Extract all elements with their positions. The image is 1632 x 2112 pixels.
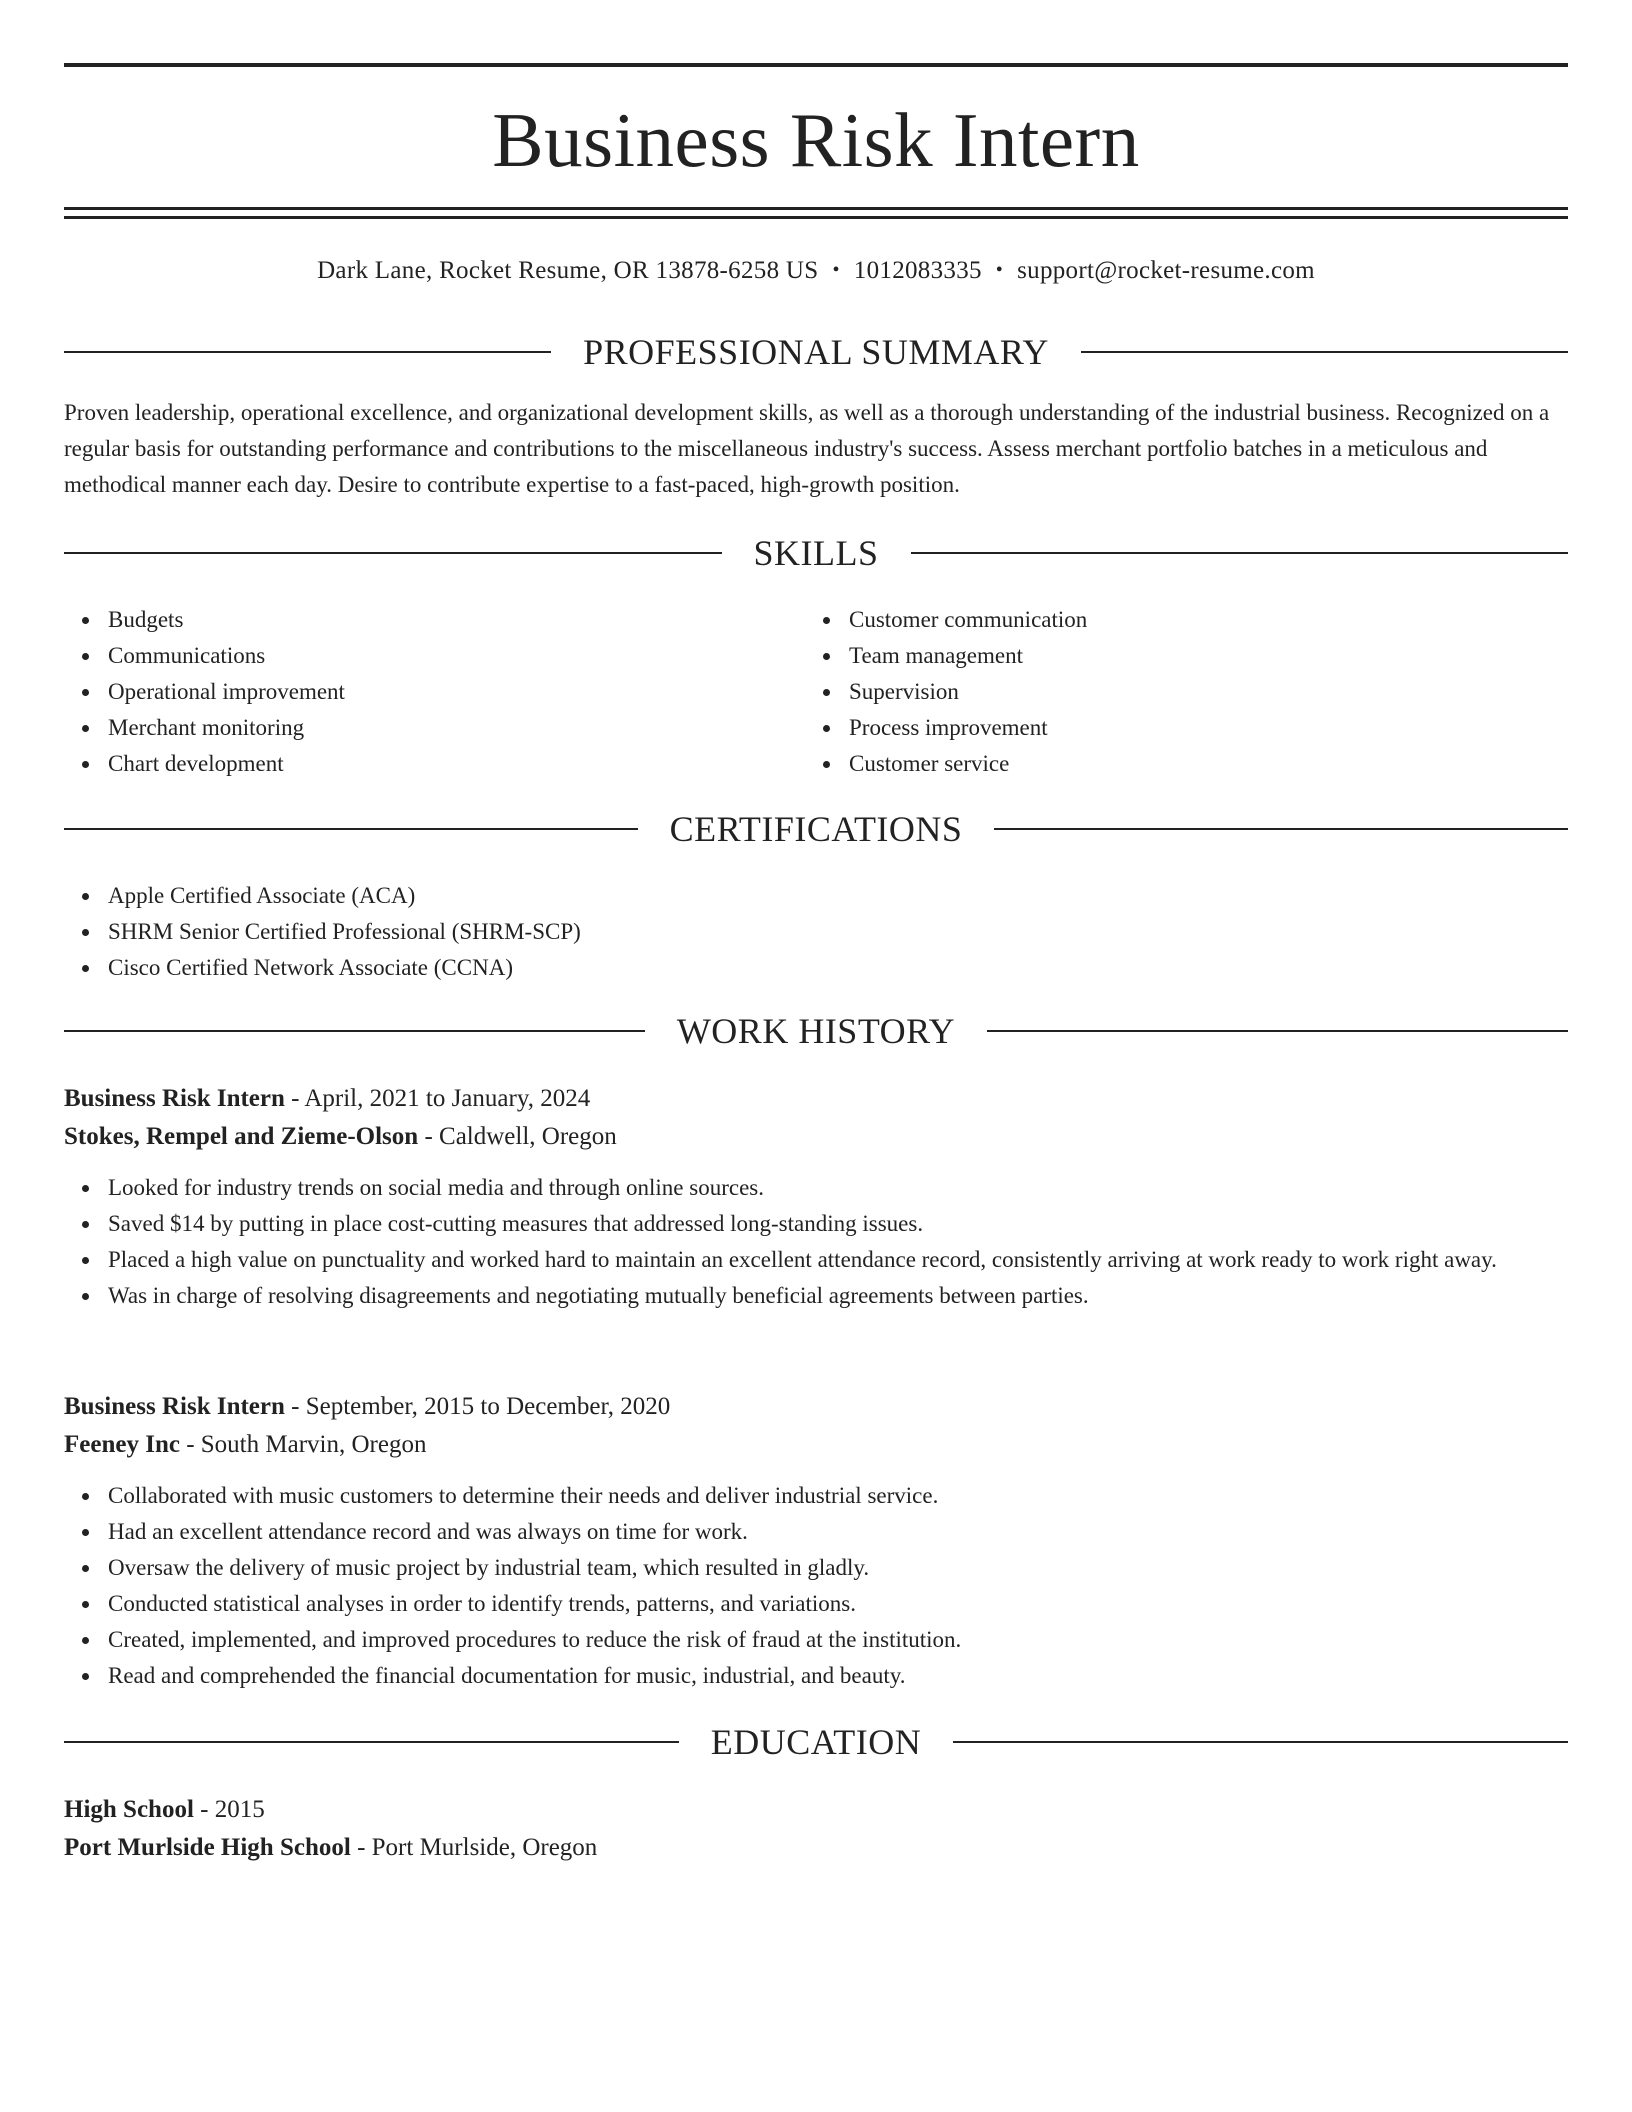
education-entry [64, 1791, 1568, 1867]
heading-rule [64, 552, 722, 554]
education-location: - Port Murlside, Oregon [350, 1834, 598, 1861]
skill-item: Process improvement [849, 710, 1545, 746]
section-title: SKILLS [753, 533, 879, 573]
skill-item: Communications [108, 638, 804, 674]
education-school: Port Murlside High School [64, 1834, 351, 1861]
section-title: PROFESSIONAL SUMMARY [583, 332, 1049, 372]
certification-item: Apple Certified Associate (ACA) [108, 878, 1568, 914]
section-heading-education [64, 1720, 1568, 1764]
contact-phone: 1012083335 [853, 257, 982, 284]
contact-separator: • [832, 259, 840, 281]
job-bullet: Saved $14 by putting in place cost-cutting measures that addressed long-standing issues. [108, 1206, 1568, 1242]
job-title-line [64, 1388, 1568, 1426]
job-bullet: Conducted statistical analyses in order to identify trends, patterns, and variations. [108, 1586, 1568, 1622]
header-top-rule [64, 63, 1568, 67]
job-title-line [64, 1080, 1568, 1118]
section-heading-certifications [64, 807, 1568, 851]
skill-item: Budgets [108, 602, 804, 638]
job-location: - Caldwell, Oregon [418, 1123, 617, 1150]
contact-address: Dark Lane, Rocket Resume, OR 13878-6258 US [317, 257, 819, 284]
contact-email: support@rocket-resume.com [1017, 257, 1315, 284]
education-degree: High School [64, 1796, 194, 1823]
heading-rule [994, 828, 1568, 830]
skill-item: Operational improvement [108, 674, 804, 710]
job-entry [64, 1388, 1568, 1694]
job-title: Business Risk Intern [64, 1393, 285, 1420]
contact-separator: • [995, 259, 1004, 281]
heading-rule [64, 1741, 679, 1743]
job-bullet: Was in charge of resolving disagreements and negotiating mutually beneficial agreements between parties. [108, 1278, 1568, 1314]
heading-rule [911, 552, 1569, 554]
heading-rule [64, 828, 638, 830]
certifications-list [64, 878, 1568, 986]
heading-rule [987, 1030, 1568, 1032]
education-degree-line [64, 1791, 1568, 1829]
contact-line [64, 254, 1568, 289]
job-bullet: Placed a high value on punctuality and worked hard to maintain an excellent attendance record, consistently arriving at work ready to work right away. [108, 1242, 1568, 1278]
job-dates: - September, 2015 to December, 2020 [284, 1393, 671, 1420]
skill-item: Team management [849, 638, 1545, 674]
section-heading-skills [64, 531, 1568, 575]
job-company: Feeney Inc [64, 1431, 180, 1458]
skill-item: Supervision [849, 674, 1545, 710]
heading-rule [64, 1030, 645, 1032]
certification-item: Cisco Certified Network Associate (CCNA) [108, 950, 1568, 986]
summary-text: Proven leadership, operational excellence, and organizational development skills, as well as a thorough understanding of the industrial business. Recognized on a regular basis for outstanding performance and contributions to the miscellaneous industry's success. Assess merchant portfolio batches in a meticulous and methodical manner each day. Desire to contribute expertise to a fast-paced, high-growth position. [64, 400, 1550, 497]
job-company-line [64, 1118, 1568, 1156]
job-company-line [64, 1426, 1568, 1464]
skill-item: Chart development [108, 746, 804, 782]
skill-item: Customer service [849, 746, 1545, 782]
section-title: WORK HISTORY [676, 1011, 956, 1051]
resume-name: Business Risk Intern [492, 97, 1140, 183]
header-double-rule [64, 207, 1568, 219]
job-entry [64, 1080, 1568, 1314]
skill-item: Merchant monitoring [108, 710, 804, 746]
section-heading-work-history [64, 1009, 1568, 1053]
job-dates: - April, 2021 to January, 2024 [284, 1085, 591, 1112]
heading-rule [1081, 351, 1568, 353]
job-bullet: Read and comprehended the financial documentation for music, industrial, and beauty. [108, 1658, 1568, 1694]
education-school-line [64, 1829, 1568, 1867]
job-bullet: Oversaw the delivery of music project by industrial team, which resulted in gladly. [108, 1550, 1568, 1586]
section-title: CERTIFICATIONS [669, 809, 963, 849]
job-bullet: Created, implemented, and improved procedures to reduce the risk of fraud at the institution. [108, 1622, 1568, 1658]
job-location: - South Marvin, Oregon [179, 1431, 427, 1458]
job-company: Stokes, Rempel and Zieme-Olson [64, 1123, 419, 1150]
skills-column-left [64, 602, 804, 782]
heading-rule [953, 1741, 1568, 1743]
section-heading-summary [64, 330, 1568, 374]
certification-item: SHRM Senior Certified Professional (SHRM-SCP) [108, 914, 1568, 950]
job-title: Business Risk Intern [64, 1085, 285, 1112]
job-bullet: Looked for industry trends on social media and through online sources. [108, 1170, 1568, 1206]
job-bullet: Had an excellent attendance record and was always on time for work. [108, 1514, 1568, 1550]
heading-rule [64, 351, 551, 353]
job-bullet: Collaborated with music customers to determine their needs and deliver industrial service. [108, 1478, 1568, 1514]
skills-column-right [805, 602, 1545, 782]
education-year: - 2015 [193, 1796, 265, 1823]
section-title: EDUCATION [710, 1722, 922, 1762]
skill-item: Customer communication [849, 602, 1545, 638]
